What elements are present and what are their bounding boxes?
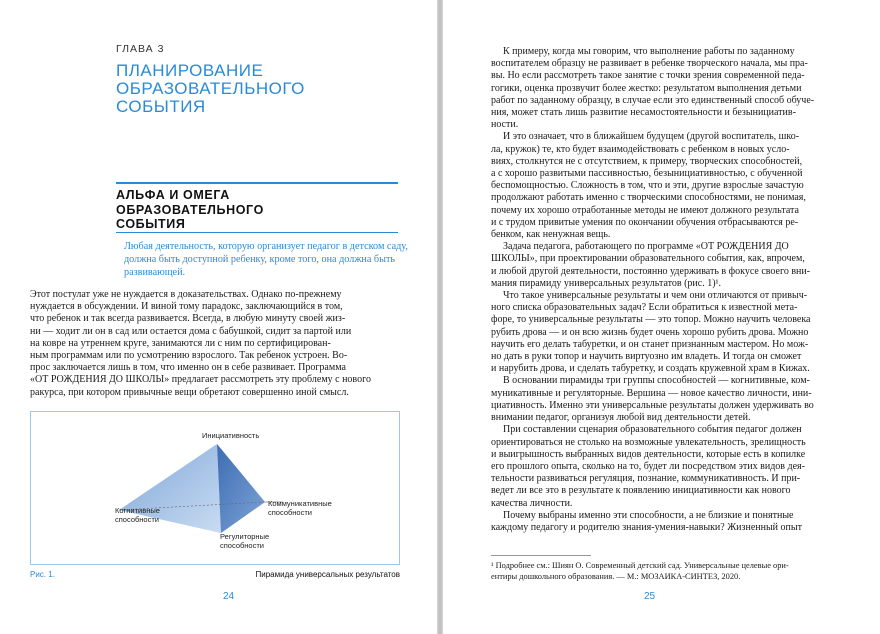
- text-line: ла, кружок) те, кто будет взаимодействовать с ребенком в новых усло-: [491, 143, 790, 155]
- section-bottom-rule: [116, 232, 398, 233]
- text-line: но дать в руки топор и научить виртуозно им владеть. И тогда он сможет: [491, 351, 802, 363]
- text-line: форе, то универсальные результаты — это топор. Можно научить человека: [491, 314, 811, 326]
- text-line: ного списка образовательных задач? Если обратиться к известной мета-: [491, 302, 798, 314]
- text-line: и любой другой деятельности, постоянно удерживать в фокусе своего вни-: [491, 265, 811, 277]
- lead-line: должна быть доступной ребенку, кроме того, она должна быть: [124, 254, 396, 265]
- text-line: ШКОЛЫ», при проектировании образовательного события, как, впрочем,: [491, 253, 805, 265]
- pyramid-label-right: [268, 499, 332, 517]
- section-title: [116, 188, 406, 232]
- text-line: нуждается в обсуждении. И виной тому парадокс, заключающийся в том,: [30, 301, 343, 313]
- text-line: Этот постулат уже не нуждается в доказательствах. Однако по-прежнему: [30, 289, 342, 300]
- lead-line: развивающей.: [124, 267, 186, 278]
- text-line: почему их хорошо отработанные методы не имеют должного результата: [491, 204, 799, 216]
- text-line: «ОТ РОЖДЕНИЯ ДО ШКОЛЫ» предлагает рассмотреть эту проблему с нового: [30, 374, 371, 386]
- chapter-title: [116, 62, 416, 116]
- pyramid-label-line: Коммуникативные: [268, 499, 332, 508]
- text-line: муникативные и регуляторные. Вершина — новое качество личности, ини-: [491, 387, 812, 399]
- text-line: бенком, как ненужная вещь.: [491, 229, 611, 241]
- text-line: ния, может стать лишь развитие несамостоятельности и безынициатив-: [491, 107, 796, 119]
- text-line: ориентироваться не столько на возможные увлекательность, зрелищность: [491, 436, 806, 448]
- text-line: виях, столкнутся не с отсутствием, к примеру, творческих способностей,: [491, 155, 803, 167]
- text-line: Задача педагога, работающего по программе «ОТ РОЖДЕНИЯ ДО: [503, 241, 789, 253]
- text-line: ности.: [491, 119, 519, 131]
- pyramid-label-line: способности: [115, 515, 159, 524]
- text-line: ведет ли все это в результате к появлению инициативности как нового: [491, 485, 791, 497]
- text-line: научить его делать табуретки, и он станет признанным мастером. Но мож-: [491, 338, 809, 350]
- text-line: что ребенок и так всегда развивается. Всегда, в любую минуту своей жиз-: [30, 313, 346, 325]
- text-line: внимании педагог, организуя любой вид деятельности детей.: [491, 412, 751, 424]
- chapter-title-line: СОБЫТИЯ: [116, 97, 206, 116]
- text-line: беспомощностью. Сложность в том, что и эти, другие взрослые зачастую: [491, 180, 804, 192]
- text-line: каждому педагогу и родителю знания-умения-навыки? Жизненный опыт: [491, 521, 802, 533]
- text-line: и с трудом привитые умения по окончании обучения отбрасываются ре-: [491, 216, 799, 228]
- page-number-right: 25: [644, 591, 656, 602]
- footnote: [491, 560, 856, 582]
- figure-number: Рис. 1.: [30, 570, 55, 579]
- text-line: его прошлого опыта, сколько на то, будет ли посредством этих видов дея-: [491, 460, 805, 472]
- pyramid-label-line: способности: [220, 541, 264, 550]
- text-line: а с хорошо развитыми пассивностью, безынициативностью, с обученной: [491, 168, 803, 180]
- text-line: продолжают работать именно с творческими способностями, не понимая,: [491, 192, 806, 204]
- page-number-left: 24: [223, 591, 235, 602]
- text-line: ным программам или по усмотрению взрослого. Так ребенок устроен. Во-: [30, 350, 348, 362]
- pyramid-label-line: способности: [268, 508, 312, 517]
- text-line: ракурса, при котором привычные вещи обретают совершенно иной смысл.: [30, 386, 349, 398]
- chapter-title-line: ОБРАЗОВАТЕЛЬНОГО: [116, 79, 305, 98]
- text-line: К примеру, когда мы говорим, что выполнение работы по заданному: [503, 46, 795, 57]
- text-line: вы. Но если рассмотреть такое занятие с точки зрения современной педа-: [491, 70, 805, 82]
- text-line: работ по заданному образцу, в случае если это единственный способ обуче-: [491, 94, 815, 106]
- pyramid-figure: [30, 411, 400, 565]
- chapter-title-line: ПЛАНИРОВАНИЕ: [116, 61, 264, 80]
- text-line: При составлении сценария образовательного события педагог должен: [503, 424, 802, 436]
- text-line: и нарубить дрова, и сделать табуретку, и создать кружевной храм в Кижах.: [491, 363, 810, 375]
- text-line: на ковре на утреннем круге, занимаются ли с ним по сертифицирован-: [30, 337, 331, 349]
- pyramid-label-line: Регулиторные: [220, 532, 270, 541]
- footnote-rule: [491, 555, 591, 556]
- right-page: [443, 0, 880, 634]
- text-line: ни — ходит ли он в сад или остается дома с бабушкой, сидит за партой или: [30, 325, 352, 337]
- footnote-line: ентиры дошкольного образования. — М.: МОЗАИКА-СИНТЕЗ, 2020.: [491, 572, 741, 581]
- section-title-line: ОБРАЗОВАТЕЛЬНОГО: [116, 202, 264, 217]
- pyramid-right-face: [217, 444, 265, 533]
- right-body-text: [491, 46, 854, 534]
- lead-line: Любая деятельность, которую организует педагог в детском саду,: [124, 241, 408, 252]
- text-line: мания пирамиду универсальных результатов (рис. 1)¹.: [491, 277, 722, 289]
- text-line: Почему выбраны именно эти способности, а не близкие и понятные: [503, 509, 794, 521]
- text-line: качества личности.: [491, 497, 573, 509]
- text-line: В основании пирамиды три группы способностей — когнитивные, ком-: [503, 375, 810, 387]
- text-line: и выигрышность выбранных видов деятельности, которые есть в копилке: [491, 448, 806, 460]
- text-line: циативность. Именно эти универсальные результаты должен удерживать во: [491, 399, 814, 411]
- lead-paragraph: [116, 240, 408, 279]
- section-top-rule: [116, 182, 398, 184]
- pyramid-label-top: Инициативность: [202, 431, 260, 440]
- pyramid-label-bottom: [220, 532, 269, 550]
- pyramid-label-line: Когнитивные: [115, 506, 160, 515]
- text-line: тельности развиваться регуляция, познание, коммуникативность. И при-: [491, 473, 801, 485]
- left-page: [0, 0, 437, 634]
- text-line: гогики, оценка прозвучит более жестко: результатом выполнения детьми: [491, 82, 802, 94]
- pyramid-label-left: [115, 506, 160, 524]
- text-line: воспитателем образцу не развивает в ребенке творческого начала, мы пра-: [491, 58, 808, 70]
- text-line: прос заключается лишь в том, что именно он в себе развивает. Программа: [30, 362, 346, 374]
- section-title-line: АЛЬФА И ОМЕГА: [116, 188, 230, 202]
- text-line: Что такое универсальные результаты и чем они отличаются от привыч-: [503, 290, 808, 302]
- text-line: И это означает, что в ближайшем будущем (другой воспитатель, шко-: [503, 131, 800, 143]
- figure-title: Пирамида универсальных результатов: [255, 570, 400, 579]
- section-title-line: СОБЫТИЯ: [116, 217, 186, 231]
- text-line: рубить дрова — и он всю жизнь будет очень хорошо рубить дрова. Можно: [491, 326, 809, 338]
- footnote-line: ¹ Подробнее см.: Шиян О. Современный детский сад. Универсальные целевые ори-: [491, 561, 789, 570]
- left-body-text: [30, 289, 402, 399]
- chapter-label: ГЛАВА 3: [116, 43, 165, 55]
